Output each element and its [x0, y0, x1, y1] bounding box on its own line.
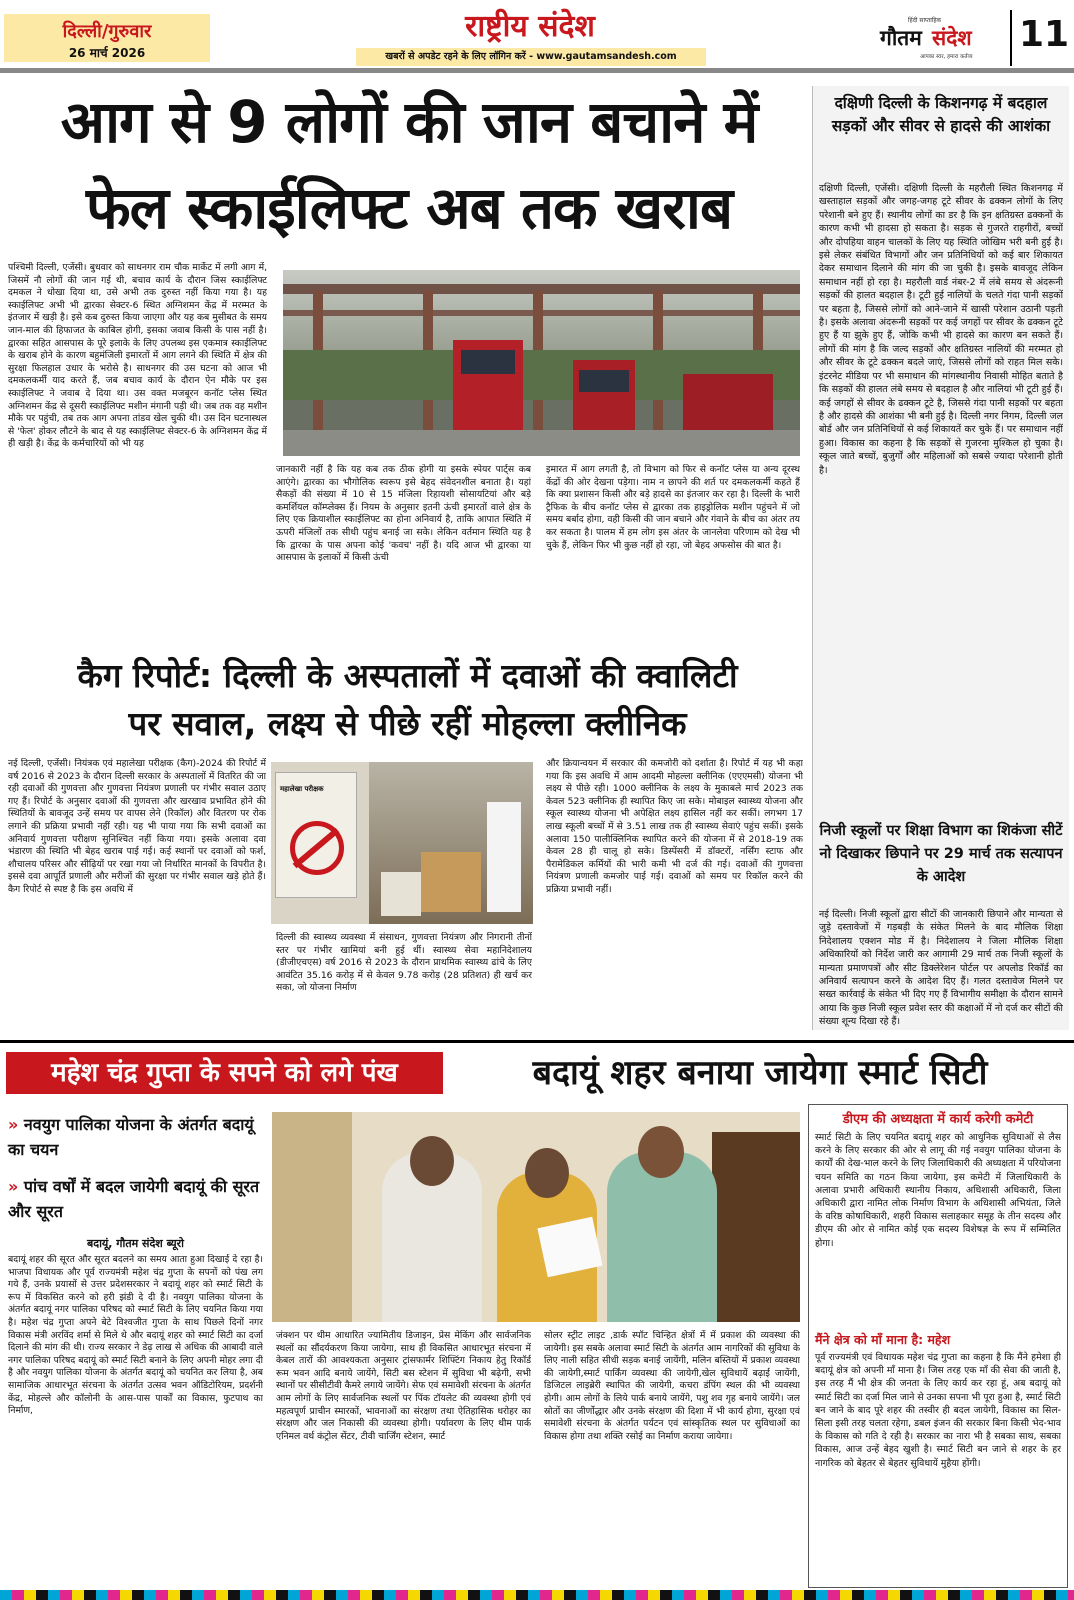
tagline: खबरों से अपडेट रहने के लिए लॉगिन करें - www.gautamsandesh.com [356, 48, 706, 66]
medicine-boxes [421, 852, 481, 912]
bullet2-text: पांच वर्षों में बदल जायेगी बदायूं की सूरत और सूरत [8, 1177, 260, 1221]
mahesh-quote-body: पूर्व राज्यमंत्री एवं विधायक महेश चंद्र गुप्ता का कहना है कि मैंने हमेशा ही बदायूं क्षेत्र को अपनी माँ माना है। जिस तरह एक माँ की सेवा की जाती है, इस तरह मैं भी क्षेत्र की जनता के लिए कार्य कर रहा हूं, अब बदायूं को स्मार्ट सिटी का दर्जा मिल जाने से उनका सपना भी पूरा हुआ है, स्मार्ट सिटी बन जाने के बाद पूरे शहर की तस्वीर ही बदल जायेगी, विकास का सिल-सिला इसी तरह चलता रहेगा, डबल इंजन की सरकार बिना किसी भेद-भाव के विकास को गति दे रही है। सरकार का नारा भी है सबका साथ, सबका विकास, आज उन्हें बेहद खुशी है। स्मार्ट सिटी बन जाने से शहर के हर नागरिक को बेहतर से बेहतर सुविधायें मुहैया होंगी। [815, 1352, 1061, 1469]
masthead [0, 0, 1074, 72]
story2-col2: दिल्ली की स्वास्थ्य व्यवस्था में संसाधन, गुणवत्ता नियंत्रण और निगरानी तीनों स्तर पर गंभीर खामियां बनी हुई थीं। स्वास्थ्य सेवा महानिदेशालय (डीजीएचएस) वर्ष 2016 से 2023 के दौरान प्राथमिक स्वास्थ्य ढांचे के लिए आवंटित 35.16 करोड़ में से केवल 9.78 करोड़ (28 प्रतिशत) ही खर्च कर सका, जो योजना निर्माण [276, 932, 532, 994]
story3-col3: सोलर स्ट्रीट लाइट ,डार्क स्पॉट चिन्हित क्षेत्रों में में प्रकाश की व्यवस्था की जायेगी। इस सबके अलावा स्मार्ट सिटी के अंतर्गत आम नागरिकों की सुविधा के लिए नाली सहित सीधी सड़क बनाई जायेंगी, मलिन बस्तियों में प्रकाश व्यवस्था की जायेगी,स्मार्ट पार्किंग व्यवस्था की जायेगी,खेल सुविधायें बढ़ाई जायेंगी, डिजिटल लाइब्रेरी स्थापित की जायेगी, कचरा डंपिंग स्थल की भी व्यवस्था होगी। आम लोगों के लिये पार्क बनाये जायेंगे, पशु शव गृह बनाये जायेंगे। जल स्रोतों का जीर्णोद्धार और उनके संरक्षण की दिशा में भी कार्य होगा, सुरक्षा एवं समावेशी संरचना के अंतर्गत पर्यटन एवं सांस्कृतिक स्थल पर सुविधाओं का विकास होगा तथा शक्ति रसोई का निर्माण कराया जायेगा। [544, 1330, 800, 1442]
story1-headline-2: फेल स्काईलिफ्ट अब तक खराब [85, 174, 733, 242]
dateline-city: दिल्ली/गुरुवार [62, 21, 152, 42]
report-cover-label: महालेखा परीक्षक [280, 785, 324, 793]
story3-headline: बदायूं शहर बनाया जायेगा स्मार्ट सिटी [532, 1053, 988, 1093]
committee-box [808, 1104, 1068, 1588]
story1-col1: पश्चिमी दिल्ली, एजेंसी। बुधवार को साधनगर राम चौक मार्केट में लगी आग में, जिसमें नौ लोगों की जान गई थी, बचाव कार्य के दौरान जिस स्काईलिफ्ट दमकल ने धोखा दिया था, उसे अभी तक दुरुस्त नहीं किया गया है। यह स्काईलिफ्ट अभी भी द्वारका सेक्टर-6 स्थित अग्निशमन केंद्र में मरम्मत के इंतजार में खड़ी है। इसे कब दुरुस्त किया जाएगा और यह कब मुसीबत के समय जान-माल की हिफाजत के काबिल होगी, इसका जवाब किसी के पास नहीं है। द्वारका सहित आसपास के पूरे इलाके के लिए उपलब्ध इस एकमात्र स्काईलिफ्ट के खराब होने के कारण बहुमंजिली इमारतों में आग लगने की स्थिति में क्षेत्र की सुरक्षा फिलहाल उधार के भरोसे है। साधनगर की उस घटना को आज भी दमकलकर्मी याद करते हैं, जब बचाव कार्य के दौरान ऐन मौके पर इस स्काईलिफ्ट ने जवाब दे दिया था। उस वक्त मजबूरन कनॉट प्लेस स्थित अग्निशमन केंद्र से दूसरी स्काईलिफ्ट मशीन मंगानी पड़ी थी। जब तक वह मशीन मौके पर पहुंची, तब तक आग अपना तांडव खेल चुकी थी। उस दिन घटनास्थल से 'फेल' होकर लौटने के बाद से यह स्काईलिफ्ट सेक्टर-6 के अग्निशमन केंद्र में ही खड़ी है। केंद्र के कर्मचारियों को भी यह [8, 262, 267, 450]
sidebar2-body: नई दिल्ली। निजी स्कूलों द्वारा सीटों की जानकारी छिपाने और मान्यता से जुड़े दस्तावेजों में गड़बड़ी के संकेत मिलने के बाद मौलिक शिक्षा निदेशालय एक्शन मोड में है। निदेशालय ने जिला मौलिक शिक्षा अधिकारियों को निर्देश जारी कर आगामी 29 मार्च तक निजी स्कूलों के मान्यता प्रमाणपत्रों और सीट डिक्लेरेशन पोर्टल पर अपलोड रिकॉर्ड का अनिवार्य सत्यापन करने के आदेश दिए हैं। गलत दस्तावेज मिलने पर सख्त कार्रवाई के संकेत भी दिए गए हैं विभागीय समीक्षा के दौरान सामने आया कि कुछ निजी स्कूल प्रवेश स्तर की कक्षाओं में नो दर्ज कर सीटों की संख्या शून्य दिखा रहे हैं। [819, 909, 1063, 1028]
issue-date: 26 मार्च 2026 [68, 46, 146, 60]
cag-report-photo [271, 762, 533, 924]
brand-logo [880, 16, 1002, 60]
sidebar1-headline: दक्षिणी दिल्ली के किशनगढ़ में बदहाल सड़कों और सीवर से हादसे की आशंका [831, 94, 1051, 135]
page-number: 11 [1018, 14, 1070, 55]
story3-col1: बदायूं शहर की सूरत और सूरत बदलने का समय आता हुआ दिखाई दे रहा है। भाजपा विधायक और पूर्व राज्यमंत्री महेश चंद्र गुप्ता के सपनों को पंख लग गये हैं, उनके प्रयासों से उत्तर प्रदेशसरकार ने बदायूं शहर को स्मार्ट सिटी के रूप में विकसित करने को हरी झंडी दे दी है। नवयुग पालिका योजना के अंतर्गत बदायूं नगर पालिका परिषद को स्मार्ट सिटी के लिए चयनित किया गया है। महेश चंद्र गुप्ता अपने बेटे विश्वजीत गुप्ता के साथ पिछले दिनों नगर विकास मंत्री अरविंद शर्मा से मिले थे और बदायूं शहर को स्मार्ट सिटी का दर्जा दिलाने की मांग की थी। राज्य सरकार ने डेढ़ लाख से अधिक की आबादी वाले नगर पालिका परिषद बदायूं को स्मार्ट सिटी बनाने के लिए अपनी मोहर लगा दी है और नवयुग पालिका योजना के अंतर्गत बदायूं को चयनित कर लिया है, अब सामाजिक आधारभूत संरचना के अंतर्गत उत्सव भवन ऑडिटोरियम, प्रदर्शनी केंद्र, मोहल्ले और कॉलोनी के आस-पास पार्कों का विकास, फुटपाथ का निर्माण, [8, 1254, 263, 1417]
report-cover [275, 772, 357, 898]
story2-headline-1: कैग रिपोर्ट: दिल्ली के अस्पतालों में दवाओं की क्वालिटी [77, 656, 738, 695]
brand-name: गौतम [880, 26, 922, 50]
fire-truck-3 [683, 374, 773, 434]
footer-registration-strip [0, 1590, 1074, 1600]
fire-station-photo [283, 270, 800, 456]
story3-col2: जंक्शन पर थीम आधारित ज्यामितीय डिजाइन, प्रेस मेकिंग और सार्वजनिक स्थलों का सौंदर्यकरण किया जायेगा, साथ ही विकसित आधारभूत संरचना में केबल तारों की आवश्यकता अनुसार ट्रांसफार्मर शिफ्टिंग निकाय हेतु रिकॉर्ड रूम भवन आदि बनाये जायेंगे, सिटी बस स्टेशन में सुविधा भी बढ़ेगी, सभी स्थानों पर सीसीटीवी कैमरे लगाये जायेंगे। सेफ एवं समावेशी संरचना के अंतर्गत आम लोगों के लिए सार्वजनिक स्थलों पर पिंक टॉयलेट की व्यवस्था होगी एवं महत्वपूर्ण प्राचीन स्मारकों, भावनाओं का संरक्षण तथा ऐतिहासिक धरोहर का संरक्षण और जल निकासी की व्यवस्था होगी। पर्यावरण के लिए थीम पार्क एनिमल वर्थ कंट्रोल सेंटर, टीवी चार्जिंग स्टेशन, स्मार्ट [276, 1330, 531, 1442]
sidebar [812, 86, 1069, 1030]
brand-accent: संदेश [932, 26, 972, 50]
story1-col3: इमारत में आग लगती है, तो विभाग को फिर से कनॉट प्लेस या अन्य दूरस्थ केंद्रों की ओर देखना पड़ेगा। नाम न छापने की शर्त पर दमकलकर्मी कहते हैं कि क्या प्रशासन किसी और बड़े हादसे का इंतजार कर रहा है। दिल्ली के भारी ट्रैफिक के बीच कनॉट प्लेस से द्वारका तक हाइड्रोलिक मशीन पहुंचने में जो समय बर्बाद होगा, वही किसी की जान बचाने और गंवाने के बीच का अंतर तय कर सकता है। पालम में हम लोग इस अंतर के जानलेवा परिणाम को देख भी चुके हैं, लेकिन फिर भी कुछ नहीं हो रहा, जो बेहद अफसोस की बात है। [546, 464, 800, 551]
story3-banner: महेश चंद्र गुप्ता के सपने को लगे पंख [6, 1052, 443, 1094]
story3-bullet1 [8, 1112, 263, 1162]
bullet-arrow-icon: » [8, 1115, 19, 1134]
brand-motto: आपका स्वर, हमारा कर्तव्य [920, 54, 973, 60]
committee-subhead: मैंने क्षेत्र को माँ माना है: महेश [815, 1332, 951, 1347]
story2-col3: और क्रियान्वयन में सरकार की कमजोरी को दर्शाता है। रिपोर्ट में यह भी कहा गया कि इस अवधि में आम आदमी मोहल्ला क्लीनिक (एएएमसी) योजना भी लक्ष्य से पीछे रही। 1000 क्लीनिक के लक्ष्य के मुकाबले मार्च 2023 तक केवल 523 क्लीनिक ही स्थापित किए जा सके। मोबाइल स्वास्थ्य योजना और स्कूल स्वास्थ्य योजना भी अपेक्षित लक्ष्य हासिल नहीं कर सकीं। लगभग 17 लाख स्कूली बच्चों में से 3.51 लाख तक ही स्वास्थ्य सेवाएं पहुंच सकीं। इसके अलावा 150 पालीक्लिनिक स्थापित करने की योजना में से 2018-19 तक केवल 28 ही चालू हो सके। डिस्पेंसरी में डॉक्टरों, नर्सिंग स्टाफ और पैरामेडिकल कर्मियों की भारी कमी भी दर्ज की गई। दवाओं की गुणवत्ता नियंत्रण प्रणाली कमजोर पाई गई। दवाओं को समय पर रिकॉल करने की प्रक्रिया प्रभावी नहीं। [546, 758, 803, 895]
bullet1-text: नवयुग पालिका योजना के अंतर्गत बदायूं का चयन [8, 1115, 254, 1159]
story1-col2: जानकारी नहीं है कि यह कब तक ठीक होगी या इसके स्पेयर पार्ट्स कब आएंगे। द्वारका का भौगोलिक स्वरूप इसे बेहद संवेदनशील बनाता है। यहां सैकड़ों की संख्या में 10 से 15 मंजिला रिहायशी सोसायटियां और बड़े कमर्शियल कॉम्प्लेक्स हैं। नियम के अनुसार इतनी ऊंची इमारतों वाले क्षेत्र के लिए एक क्रियाशील स्काईलिफ्ट का होना अनिवार्य है, ताकि आपात स्थिति में ऊपरी मंजिलों तक सीधी पहुंच बनाई जा सके। लेकिन वर्तमान स्थिति यह है कि द्वारका के पास अपना कोई 'कवच' नहीं है। यदि आज भी द्वारका या आसपास के इलाकों में किसी ऊंची [276, 464, 531, 564]
story2-headline-2: पर सवाल, लक्ष्य से पीछे रहीं मोहल्ला क्लीनिक [128, 704, 687, 743]
bullet-arrow-icon: » [8, 1177, 19, 1196]
masthead-divider [1010, 10, 1012, 66]
meeting-photo [272, 1112, 800, 1322]
committee-title: डीएम की अध्यक्षता में कार्य करेगी कमेटी [842, 1112, 1034, 1127]
story3-byline: बदायूं, गौतम संदेश ब्यूरो [86, 1237, 185, 1250]
section-title: राष्ट्रीय संदेश [465, 9, 595, 44]
story1-headline-1: आग से 9 लोगों की जान बचाने में [60, 88, 758, 156]
masthead-rule [0, 68, 1074, 73]
date-box [4, 14, 210, 62]
committee-body: स्मार्ट सिटी के लिए चयनित बदायूं शहर को आधुनिक सुविधाओं से लैस करने के लिए सरकार की ओर से लागू की गई नवयुग पालिका योजना के कार्यों की देख-भाल करने के लिए जिलाधिकारी की अध्यक्षता में परियोजना चयन समिति का गठन किया जायेगा, इस कमेटी में जिलाधिकारी के अलावा प्रभारी अधिकारी स्थानीय निकाय, अधिशासी अधिकारी, जिला अधिकारी द्वारा नामित लोक निर्माण विभाग के अधिशासी अभियंता, जिले के वरिष्ठ कोषाधिकारी, शहरी विकास सलाहकार समूह के तीन सदस्य और डीएम की ओर से नामित कोई एक सदस्य विशेषज्ञ के रूप में सम्मिलित होगा। [815, 1132, 1061, 1249]
sidebar1-body: दक्षिणी दिल्ली, एजेंसी। दक्षिणी दिल्ली के महरौली स्थित किशनगढ़ में खस्ताहाल सड़कों और जगह-जगह टूटे सीवर के ढक्कन लोगों के लिए परेशानी बने हुए हैं। स्थानीय लोगों का डर है कि इन क्षतिग्रस्त ढक्कनों के कारण कभी भी हादसा हो सकता है। सड़क से गुजरते राहगीरों, बच्चों और दोपहिया वाहन चालकों के लिए यह स्थिति जोखिम भरी बनी हुई है। इसे लेकर संबंधित विभागों और जन प्रतिनिधियों को कई बार शिकायत देकर समाधान दिलाने की मांग की जा चुकी है। इसके बावजूद लेकिन समाधान नहीं हो रहा है। महरौली वार्ड नंबर-2 में लंबे समय से अंदरूनी सड़कों की हालत बदहाल है। टूटी हुई नालियों के चलते गंदा पानी सड़कों पर बहता है, जिससे लोगों को आने-जाने में खासी परेशान उठानी पड़ती है। इसके अलावा अंदरूनी सड़कों पर कई जगहों पर सीवर के ढक्कन टूटे हुए हैं या झुके हुए हैं, जोकि कभी भी हादसे का कारण बन सकते हैं। लोगों की मांग है कि जल्द सड़कों और क्षतिग्रस्त नालियों की मरम्मत हो और सीवर के टूटे ढक्कन बदले जाएं, जिससे लोगों को राहत मिल सके। इंटरनेट मीडिया पर भी समाधान की मांगस्थानीय निवासी मोहित बताते है कि सड़कों की हालत लंबे समय से बदहाल है और नालियां भी टूटी हुई हैं। कई जगहों से सीवर के ढक्कन टूटे है, जिससे गंदा पानी सड़कों पर बहता है और हादसे की आशंका भी बनी हुई है। दिल्ली नगर निगम, दिल्ली जल बोर्ड और जन प्रतिनिधियों से कई शिकायतें कर चुके हैं। पर समाधान नहीं हुआ। विकास का कहना है कि सड़कों से गुजरना मुश्किल हो चुका है। स्कूल जाते बच्चों, बुजुर्गों और महिलाओं को सबसे ज्यादा परेशानी होती है। [819, 183, 1063, 476]
story3-rule-top [0, 1040, 1074, 1043]
brand-small: हिंदी साप्ताहिक [908, 17, 942, 24]
sidebar2-headline: निजी स्कूलों पर शिक्षा विभाग का शिकंजा सीटें नो दिखाकर छिपाने पर 29 मार्च तक सत्यापन के आदेश [819, 823, 1063, 885]
story3-bullet2 [8, 1174, 263, 1224]
story2-col1: नई दिल्ली, एजेंसी। नियंत्रक एवं महालेखा परीक्षक (कैग)-2024 की रिपोर्ट में वर्ष 2016 से 2023 के दौरान दिल्ली सरकार के अस्पतालों में वितरित की जा रही दवाओं की गुणवत्ता और गुणवत्ता नियंत्रण प्रणाली पर गंभीर सवाल उठाए गए हैं। रिपोर्ट के अनुसार दवाओं की गुणवत्ता और खरखाव प्रभावित होने की स्थितियों के बावजूद उन्हें समय पर वापस लेने (रिकॉल) और वितरण पर रोक लगाने की प्रक्रिया प्रभावी नहीं रही। यह भी पाया गया कि सभी दवाओं का अनिवार्य गुणवत्ता परीक्षण सुनिश्चित नहीं किया गया। इसके अलावा दवा भंडारण की स्थिति भी बेहद खराब पाई गई। कई स्थानों पर दवाओं को फर्श, शौचालय परिसर और सीढ़ियों पर रखा गया जो निर्धारित मानकों के विपरीत है। इससे दवा आपूर्ति प्रणाली और मरीजों की सुरक्षा पर गंभीर सवाल खड़े होते हैं। कैग रिपोर्ट से स्पष्ट है कि इस अवधि में [8, 758, 266, 895]
